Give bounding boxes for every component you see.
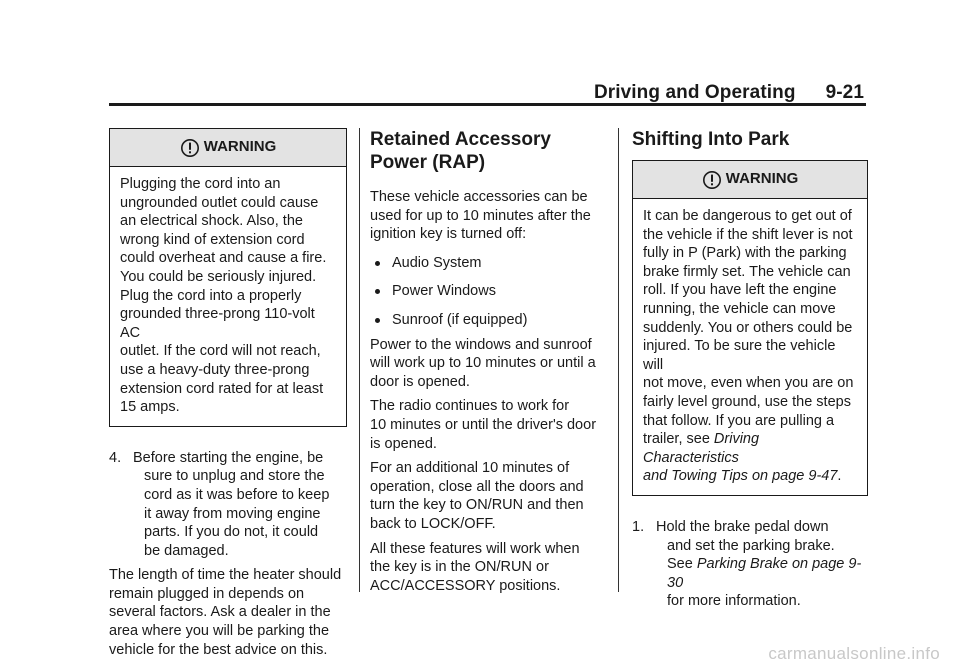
step-4 — [109, 449, 347, 561]
column-3 — [632, 128, 868, 617]
para-line: ACC/ACCESSORY positions. — [370, 577, 561, 594]
warning-line — [643, 467, 857, 486]
warning-line: fairly level ground, use the steps — [643, 393, 851, 410]
rap-paragraph-4 — [370, 540, 606, 596]
warning-icon — [702, 170, 722, 190]
warning-box-park — [632, 160, 868, 496]
para-line: The length of time the heater should — [109, 567, 342, 584]
warning-line: injured. To be sure the vehicle will — [643, 338, 836, 373]
section-title: Driving and Operating — [593, 82, 796, 103]
warning-line: running, the vehicle can move — [643, 300, 836, 317]
para-line: ignition key is turned off: — [370, 226, 527, 243]
warning-line — [643, 430, 857, 467]
warning-line: grounded three-prong 110-volt AC — [120, 306, 315, 341]
warning-line: wrong kind of extension cord — [120, 231, 305, 248]
section-heading-park: Shifting Into Park — [632, 129, 790, 150]
step-text-fragment: See — [667, 556, 697, 573]
warning-line: It can be dangerous to get out of — [643, 208, 852, 224]
warning-line: an electrical shock. Also, the — [120, 213, 303, 230]
rap-paragraph-1 — [370, 336, 606, 392]
header-rule — [109, 103, 866, 106]
warning-line: fully in P (Park) with the parking — [643, 245, 847, 262]
list-item-text: Audio System — [392, 254, 482, 271]
list-item — [370, 254, 606, 273]
warning-line: ungrounded outlet could cause — [120, 194, 319, 211]
warning-header — [633, 161, 867, 199]
para-line: back to LOCK/OFF. — [370, 515, 496, 532]
warning-header — [110, 129, 346, 167]
warning-line: 15 amps. — [120, 399, 180, 416]
column-1 — [109, 128, 347, 665]
heading-line: Retained Accessory — [370, 129, 551, 150]
warning-line: brake firmly set. The vehicle can — [643, 263, 851, 280]
warning-line: extension cord rated for at least — [120, 380, 324, 397]
rap-paragraph-2 — [370, 397, 606, 453]
step-line: for more information. — [667, 593, 801, 610]
step-line: it away from moving engine — [144, 505, 321, 522]
watermark: carmanualsonline.info — [768, 644, 940, 663]
step-text — [650, 518, 868, 611]
para-line: The radio continues to work for — [370, 398, 570, 415]
step-line: be damaged. — [144, 542, 229, 559]
para-line: will work up to 10 minutes or until a — [370, 355, 596, 372]
bullet-icon — [375, 318, 380, 323]
step-line: sure to unplug and store the — [144, 468, 325, 485]
warning-line: the vehicle if the shift lever is not — [643, 226, 853, 243]
heading-line: Power (RAP) — [370, 152, 486, 173]
para-line: area where you will be parking the — [109, 623, 330, 640]
step-text — [127, 449, 347, 561]
bullet-icon — [375, 289, 380, 294]
heater-paragraph — [109, 566, 347, 659]
para-line: operation, close all the doors and — [370, 478, 584, 495]
step-line: parts. If you do not, it could — [144, 524, 319, 541]
para-line: For an additional 10 minutes of — [370, 460, 570, 477]
warning-text — [110, 167, 346, 426]
warning-label: WARNING — [203, 138, 277, 156]
step-number: 1. — [632, 518, 645, 535]
warning-line: not move, even when you are on — [643, 375, 854, 392]
warning-line: could overheat and cause a fire. — [120, 250, 327, 267]
para-line: several factors. Ask a dealer in the — [109, 604, 331, 621]
rap-intro — [370, 188, 606, 244]
bullet-icon — [375, 261, 380, 266]
step-number: 4. — [109, 449, 122, 466]
step-line: Before starting the engine, be — [133, 449, 324, 466]
warning-text-fragment: trailer, see — [643, 431, 714, 448]
list-item — [370, 311, 606, 330]
warning-text — [633, 199, 867, 495]
step-line: and set the parking brake. — [667, 537, 835, 554]
warning-label: WARNING — [725, 170, 799, 188]
warning-line: roll. If you have left the engine — [643, 282, 837, 299]
warning-icon — [180, 138, 200, 158]
step-line — [650, 555, 868, 592]
para-line: turn the key to ON/RUN and then — [370, 497, 584, 514]
warning-box-heater — [109, 128, 347, 427]
para-line: door is opened. — [370, 373, 470, 390]
page-header — [594, 82, 864, 104]
para-line: 10 minutes or until the driver's door — [370, 416, 597, 433]
list-item — [370, 282, 606, 301]
warning-line: suddenly. You or others could be — [643, 319, 853, 336]
column-divider-2 — [618, 128, 619, 592]
page-number: 9-21 — [825, 82, 864, 103]
section-heading-rap — [370, 128, 606, 174]
warning-line: Plug the cord into a properly — [120, 287, 302, 304]
para-line: the key is in the ON/RUN or — [370, 559, 549, 576]
warning-line: use a heavy-duty three-prong — [120, 361, 310, 378]
cross-reference-link[interactable]: Parking Brake on page 9-30 — [667, 556, 862, 591]
warning-line: You could be seriously injured. — [120, 268, 317, 285]
para-line: is opened. — [370, 435, 437, 452]
para-line: used for up to 10 minutes after the — [370, 207, 591, 224]
para-line: remain plugged in depends on — [109, 585, 305, 602]
para-line: vehicle for the best advice on this. — [109, 641, 328, 658]
para-line: Power to the windows and sunroof — [370, 336, 592, 353]
cross-reference-link[interactable]: and Towing Tips on page 9-47 — [643, 468, 838, 485]
rap-paragraph-3 — [370, 459, 606, 533]
list-item-text: Sunroof (if equipped) — [392, 311, 528, 328]
accessory-list — [370, 254, 606, 330]
para-line: These vehicle accessories can be — [370, 189, 588, 205]
step-1 — [632, 518, 868, 611]
warning-line: Plugging the cord into an — [120, 176, 281, 192]
warning-line: that follow. If you are pulling a — [643, 412, 835, 429]
column-2 — [370, 128, 606, 601]
warning-text-fragment: . — [837, 468, 842, 485]
list-item-text: Power Windows — [392, 283, 496, 300]
step-line: Hold the brake pedal down — [656, 518, 829, 535]
column-divider-1 — [359, 128, 360, 592]
para-line: All these features will work when — [370, 540, 580, 557]
step-line: cord as it was before to keep — [144, 486, 330, 503]
cross-reference-link[interactable]: Driving Characteristics — [643, 431, 760, 466]
warning-line: outlet. If the cord will not reach, — [120, 343, 321, 360]
